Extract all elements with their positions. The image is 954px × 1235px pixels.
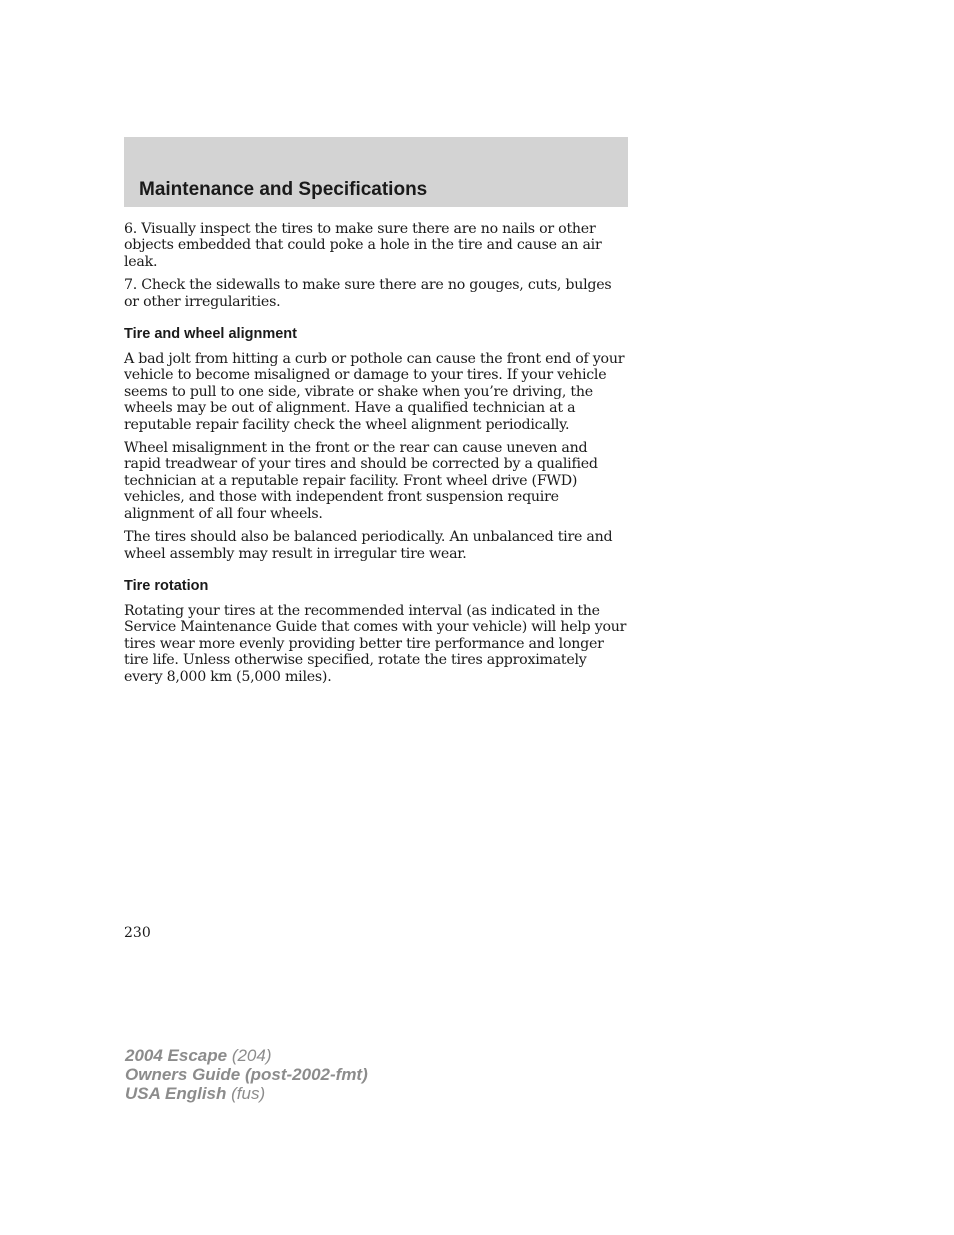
footer-line-1 [125, 1046, 368, 1065]
footer-model-code: (204) [227, 1046, 272, 1065]
section-header-band [124, 137, 628, 207]
page-number: 230 [124, 925, 151, 941]
step-7-paragraph: 7. Check the sidewalls to make sure there are no gouges, cuts, bulges or other irregularities. [124, 277, 612, 310]
footer-line-3 [125, 1084, 368, 1103]
footer-language: USA English [125, 1084, 227, 1103]
footer-language-code: (fus) [226, 1084, 266, 1103]
footer-line-2 [125, 1065, 368, 1084]
alignment-heading: Tire and wheel alignment [124, 326, 297, 343]
alignment-paragraph-3: The tires should also be balanced periodically. An unbalanced tire and wheel assembly may result in irregular tire wear. [124, 529, 613, 562]
footer-model: 2004 Escape [125, 1046, 228, 1065]
rotation-paragraph-1: Rotating your tires at the recommended interval (as indicated in the Service Maintenance Guide that comes with your vehicle) will help your tires wear more evenly providing better tire performance and longer tire life. Unless otherwise specified, rotate the tires approximately every 8,000 km (5,000 miles). [124, 602, 627, 685]
alignment-paragraph-2: Wheel misalignment in the front or the rear can cause uneven and rapid treadwear of your tires and should be corrected by a qualified technician at a reputable repair facility. Front wheel drive (FWD) vehicles, and those with independent front suspension require alignment of all four wheels. [124, 440, 598, 522]
alignment-paragraph-1: A bad jolt from hitting a curb or pothole can cause the front end of your vehicle to become misaligned or damage to your tires. If your vehicle seems to pull to one side, vibrate or shake when you’re driving, the wheels may be out of alignment. Have a qualified technician at a reputable repair facility check the wheel alignment periodically. [124, 351, 625, 433]
document-footer [125, 1046, 368, 1103]
section-title: Maintenance and Specifications [139, 179, 428, 200]
page-content [124, 221, 628, 692]
rotation-heading: Tire rotation [124, 577, 209, 594]
footer-guide: Owners Guide (post-2002-fmt) [125, 1065, 368, 1084]
step-6-paragraph: 6. Visually inspect the tires to make sure there are no nails or other objects embedded that could poke a hole in the tire and cause an air leak. [124, 221, 602, 270]
